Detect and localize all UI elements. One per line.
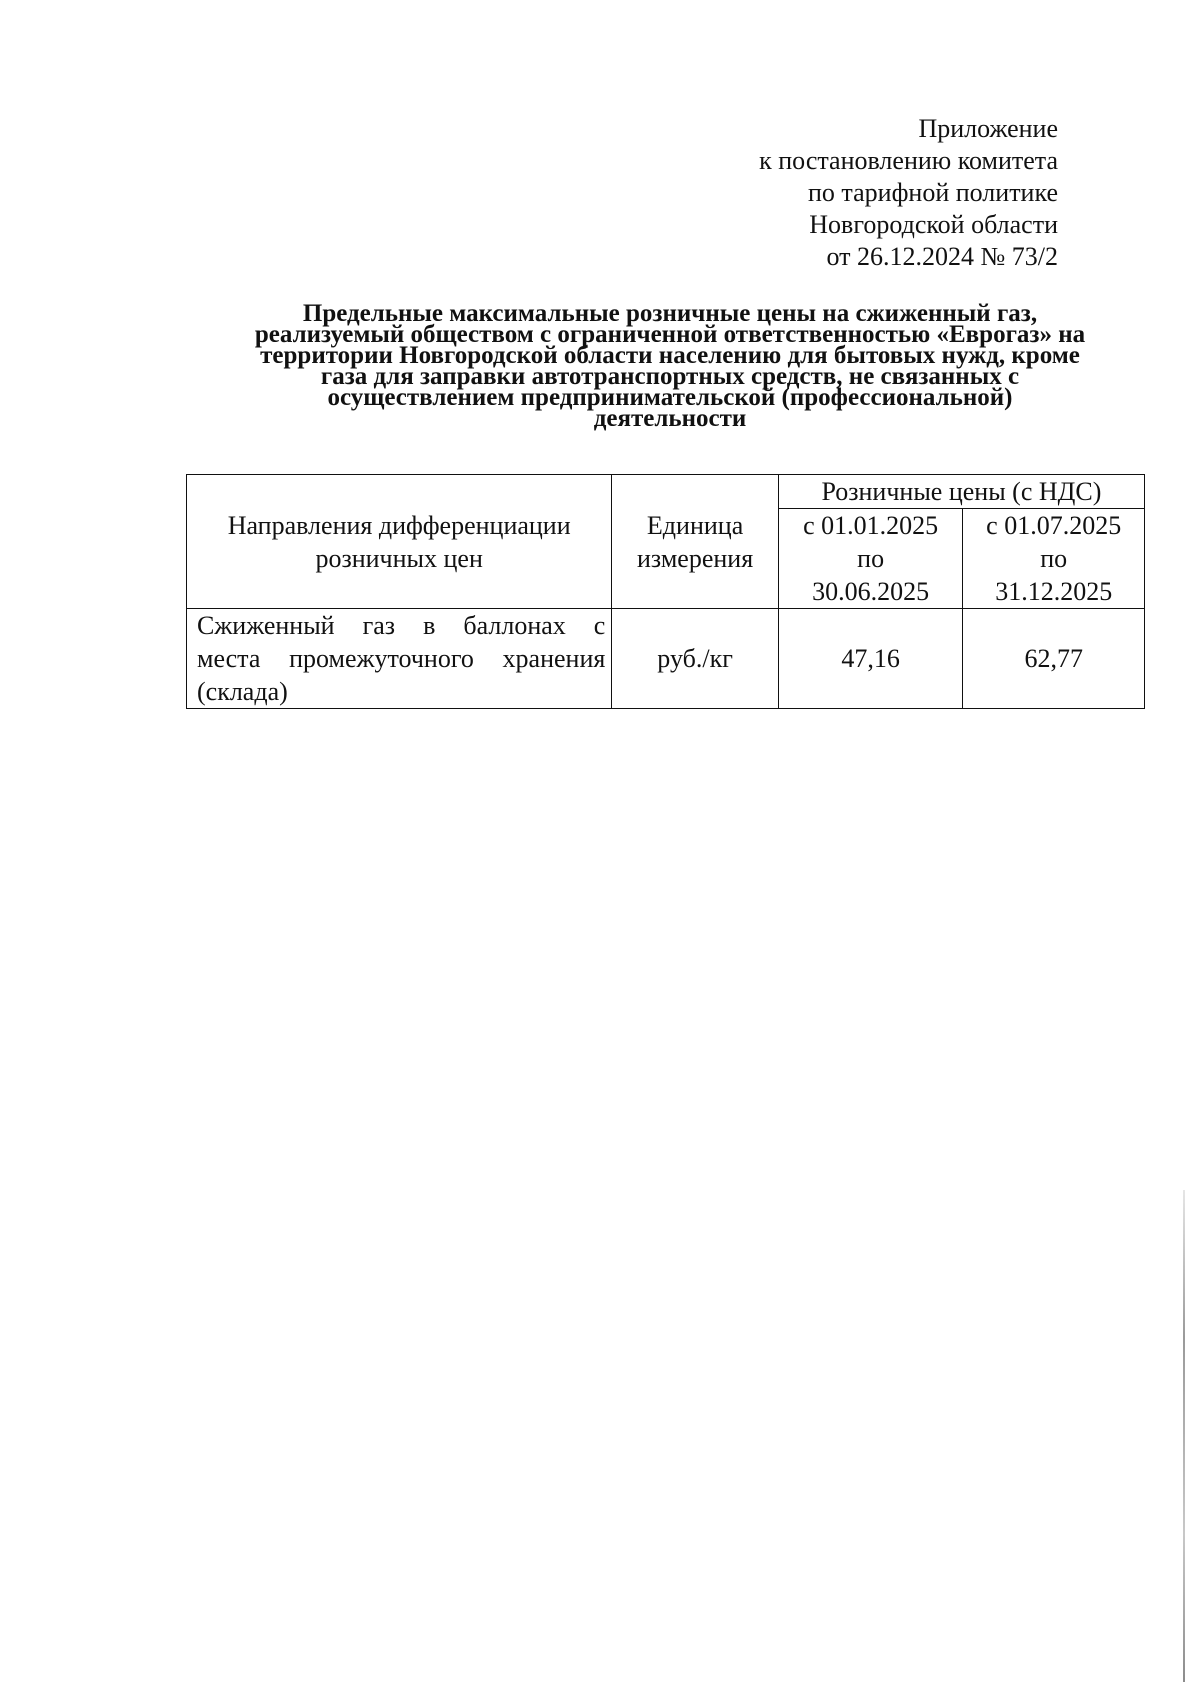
title-line: Предельные максимальные розничные цены на сжиженный газ, xyxy=(302,300,1038,327)
header-unit: Единица измерения xyxy=(612,475,779,609)
appendix-date-number: от 26.12.2024 № 73/2 xyxy=(826,242,1058,271)
appendix-header xyxy=(759,113,1058,273)
row-unit: руб./кг xyxy=(612,609,779,709)
appendix-line: по тарифной политике xyxy=(808,178,1058,207)
title-line: реализуемый обществом с ограниченной ответственностью «Еврогаз» на xyxy=(254,321,1086,348)
title-line: осуществлением предпринимательской (профессиональной) xyxy=(327,384,1013,411)
table-header-row xyxy=(187,475,1145,509)
header-retail-prices: Розничные цены (с НДС) xyxy=(778,475,1144,509)
header-direction: Направления дифференциации розничных цен xyxy=(187,475,612,609)
appendix-line: Новгородской области xyxy=(809,210,1058,239)
row-price-period-1: 47,16 xyxy=(778,609,963,709)
header-period-1: с 01.01.2025 по 30.06.2025 xyxy=(778,509,963,609)
title-line: деятельности xyxy=(593,405,747,432)
table-row xyxy=(187,609,1145,709)
header-period-2: с 01.07.2025 по 31.12.2025 xyxy=(963,509,1145,609)
scan-edge-line xyxy=(1183,1190,1185,1682)
appendix-line: к постановлению комитета xyxy=(759,146,1058,175)
row-direction-name: Сжиженный газ в баллонах с места промежуточного хранения (склада) xyxy=(187,609,612,709)
document-title xyxy=(190,300,1150,432)
title-line: газа для заправки автотранспортных средств, не связанных с xyxy=(320,363,1020,390)
appendix-line: Приложение xyxy=(918,114,1058,143)
title-line: территории Новгородской области населению для бытовых нужд, кроме xyxy=(260,342,1080,369)
row-price-period-2: 62,77 xyxy=(963,609,1145,709)
price-table xyxy=(186,474,1145,709)
